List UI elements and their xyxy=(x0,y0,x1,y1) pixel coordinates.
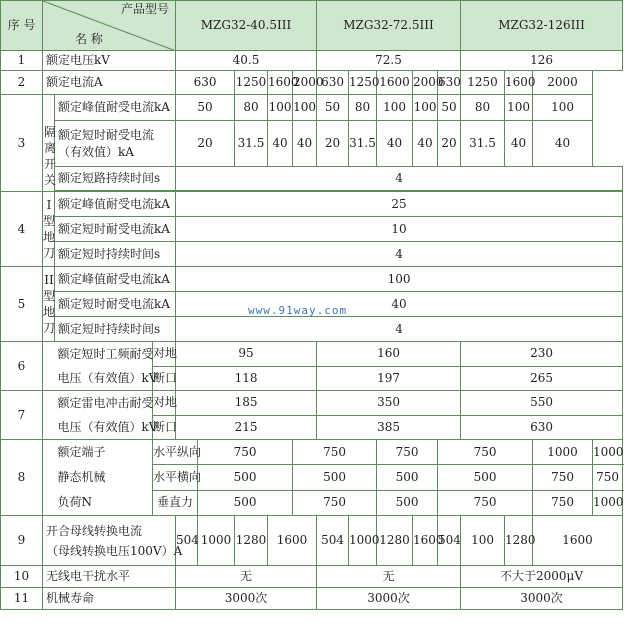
cell: 1250 xyxy=(349,71,377,95)
row-name-line2: （母线转换电压100V）A xyxy=(46,543,183,558)
cell: 1280 xyxy=(235,516,268,566)
cell: 10 xyxy=(176,217,623,242)
cell: 80 xyxy=(235,95,268,121)
cell: 1000 xyxy=(533,440,593,465)
sub-label: 断口 xyxy=(153,366,176,391)
cell: 160 xyxy=(317,342,461,367)
cell: 2000 xyxy=(413,71,438,95)
cell: 31.5 xyxy=(235,121,268,167)
cell: 20 xyxy=(438,121,461,167)
sub-label: 对地 xyxy=(153,342,176,367)
cell: 不大于2000μV xyxy=(461,566,623,588)
table-row xyxy=(1,71,623,95)
cell: 215 xyxy=(176,415,317,440)
row-name: 额定电流A xyxy=(43,71,176,95)
cell: 750 xyxy=(438,440,533,465)
watermark: www.91way.com xyxy=(248,304,348,317)
row-number: 2 xyxy=(1,71,43,95)
cell: 550 xyxy=(461,391,623,416)
table-row xyxy=(1,121,623,167)
sub-label: 对地 xyxy=(153,391,176,416)
cell: 265 xyxy=(461,366,623,391)
cell: 4 xyxy=(176,242,623,267)
row-name-line2: 电压（有效值）kV xyxy=(57,371,158,385)
cell: 1000 xyxy=(593,440,623,465)
cell: 126 xyxy=(461,51,623,71)
cell: 750 xyxy=(377,440,438,465)
cell: 100 xyxy=(268,95,293,121)
row-number: 10 xyxy=(1,566,43,588)
cell: 750 xyxy=(533,465,593,490)
row-name: 无线电干扰水平 xyxy=(43,566,176,588)
cell: 无 xyxy=(176,566,317,588)
header-seq: 序 号 xyxy=(1,1,43,51)
cell: 504 xyxy=(438,516,461,566)
cell: 4 xyxy=(176,317,623,342)
group-label-text: 隔离开关 xyxy=(44,125,57,187)
cell: 100 xyxy=(413,95,438,121)
group-label-text: II型地刀 xyxy=(43,273,56,335)
cell: 750 xyxy=(293,490,377,515)
cell: 500 xyxy=(438,465,533,490)
cell: 197 xyxy=(317,366,461,391)
cell: 750 xyxy=(533,490,593,515)
cell: 230 xyxy=(461,342,623,367)
header-name: 名 称 xyxy=(75,32,103,46)
row-name-line3: 负荷N xyxy=(57,495,93,509)
cell: 40.5 xyxy=(176,51,317,71)
row-name-line2: 静态机械 xyxy=(57,470,106,484)
table-row xyxy=(1,516,623,566)
row-number: 7 xyxy=(1,391,43,440)
cell: 500 xyxy=(377,465,438,490)
cell: 500 xyxy=(377,490,438,515)
cell: 1600 xyxy=(413,516,438,566)
row-name xyxy=(55,391,158,440)
cell: 25 xyxy=(176,192,623,217)
group-label-text: I型地刀 xyxy=(43,198,56,260)
cell: 3000次 xyxy=(461,588,623,610)
cell: 630 xyxy=(461,415,623,440)
cell: 100 xyxy=(533,95,593,121)
cell: 31.5 xyxy=(461,121,505,167)
cell: 72.5 xyxy=(317,51,461,71)
row-name-line1: 额定短时耐受电流 xyxy=(58,127,155,142)
cell: 100 xyxy=(505,95,533,121)
row-number: 9 xyxy=(1,516,43,566)
cell: 1280 xyxy=(377,516,413,566)
cell: 100 xyxy=(377,95,413,121)
table-row xyxy=(1,192,623,217)
cell: 40 xyxy=(377,121,413,167)
cell: 95 xyxy=(176,342,317,367)
header-name-cell xyxy=(43,1,176,51)
cell: 40 xyxy=(268,121,293,167)
table-row xyxy=(1,317,623,342)
row-name xyxy=(55,342,158,391)
cell: 1600 xyxy=(533,516,623,566)
cell: 1000 xyxy=(593,490,623,515)
cell: 40 xyxy=(176,292,623,317)
cell: 118 xyxy=(176,366,317,391)
cell: 1280 xyxy=(505,516,533,566)
sub-label: 垂直力 xyxy=(153,490,198,515)
row-number: 8 xyxy=(1,440,43,516)
cell: 630 xyxy=(438,71,461,95)
cell: 40 xyxy=(293,121,317,167)
cell: 3000次 xyxy=(317,588,461,610)
row-name: 额定峰值耐受电流kA xyxy=(55,95,176,121)
cell: 750 xyxy=(293,440,377,465)
cell: 50 xyxy=(317,95,349,121)
cell: 1000 xyxy=(198,516,235,566)
row-number: 3 xyxy=(1,95,43,192)
cell: 100 xyxy=(461,516,505,566)
table-row xyxy=(1,167,623,191)
row-name: 机械寿命 xyxy=(43,588,176,610)
cell: 500 xyxy=(198,465,293,490)
cell: 2000 xyxy=(533,71,593,95)
table-row xyxy=(1,51,623,71)
table-row xyxy=(1,391,623,416)
cell: 1600 xyxy=(268,71,293,95)
cell: 40 xyxy=(533,121,593,167)
cell: 80 xyxy=(349,95,377,121)
cell: 1250 xyxy=(235,71,268,95)
table-row xyxy=(1,588,623,610)
cell: 无 xyxy=(317,566,461,588)
cell: 80 xyxy=(461,95,505,121)
cell: 20 xyxy=(317,121,349,167)
header-product-model: 产品型号 xyxy=(121,2,170,16)
cell: 504 xyxy=(176,516,198,566)
row-name xyxy=(55,440,153,516)
sub-label: 断口 xyxy=(153,415,176,440)
header-model-2: MZG32-72.5III xyxy=(317,1,461,51)
cell: 20 xyxy=(176,121,235,167)
cell: 750 xyxy=(593,465,623,490)
cell: 31.5 xyxy=(349,121,377,167)
header-model-3: MZG32-126III xyxy=(461,1,623,51)
header-row xyxy=(1,1,623,51)
cell: 1250 xyxy=(461,71,505,95)
cell: 50 xyxy=(176,95,235,121)
table-row xyxy=(1,95,623,121)
cell: 100 xyxy=(293,95,317,121)
table-row xyxy=(1,342,623,367)
row-number: 6 xyxy=(1,342,43,391)
row-name-line2: 电压（有效值）kV xyxy=(57,420,158,434)
sub-label: 水平纵向 xyxy=(153,440,198,465)
cell: 750 xyxy=(198,440,293,465)
row-name-line2: （有效值）kA xyxy=(58,144,134,159)
row-name: 额定短路持续时间s xyxy=(55,167,176,191)
row-name-line1: 额定短时工频耐受 xyxy=(57,347,154,361)
sub-label: 水平横向 xyxy=(153,465,198,490)
row-name xyxy=(43,516,183,566)
cell: 40 xyxy=(505,121,533,167)
row-name: 额定电压kV xyxy=(43,51,176,71)
row-number: 4 xyxy=(1,192,43,267)
cell: 2000 xyxy=(293,71,317,95)
cell: 750 xyxy=(438,490,533,515)
row-name xyxy=(55,121,176,167)
row-number: 1 xyxy=(1,51,43,71)
cell: 630 xyxy=(317,71,349,95)
table-row xyxy=(1,267,623,292)
cell: 40 xyxy=(413,121,438,167)
table-row xyxy=(1,242,623,267)
cell: 385 xyxy=(317,415,461,440)
row-name: 额定短时持续时间s xyxy=(55,242,176,267)
cell: 185 xyxy=(176,391,317,416)
cell: 1600 xyxy=(268,516,317,566)
row-name: 额定短时耐受电流kA xyxy=(55,217,176,242)
cell: 504 xyxy=(317,516,349,566)
row-name: 额定短时耐受电流kA xyxy=(55,292,176,317)
cell: 100 xyxy=(176,267,623,292)
cell: 4 xyxy=(176,167,623,191)
row-number: 5 xyxy=(1,267,43,342)
row-name-line1: 额定雷电冲击耐受 xyxy=(57,396,154,410)
cell: 3000次 xyxy=(176,588,317,610)
cell: 1600 xyxy=(377,71,413,95)
row-number: 11 xyxy=(1,588,43,610)
row-name: 额定峰值耐受电流kA xyxy=(55,267,176,292)
header-model-1: MZG32-40.5III xyxy=(176,1,317,51)
row-name-line1: 额定端子 xyxy=(57,445,106,459)
cell: 1600 xyxy=(505,71,533,95)
row-name: 额定峰值耐受电流kA xyxy=(55,192,176,217)
cell: 500 xyxy=(198,490,293,515)
cell: 500 xyxy=(293,465,377,490)
cell: 1000 xyxy=(349,516,377,566)
group-label-container xyxy=(43,96,57,216)
cell: 50 xyxy=(438,95,461,121)
row-name-line1: 开合母线转换电流 xyxy=(46,523,143,538)
cell: 630 xyxy=(176,71,235,95)
table-row xyxy=(1,217,623,242)
table-row xyxy=(1,440,623,465)
row-name: 额定短时持续时间s xyxy=(55,317,176,342)
cell: 350 xyxy=(317,391,461,416)
table-row xyxy=(1,566,623,588)
group-label xyxy=(43,267,55,342)
